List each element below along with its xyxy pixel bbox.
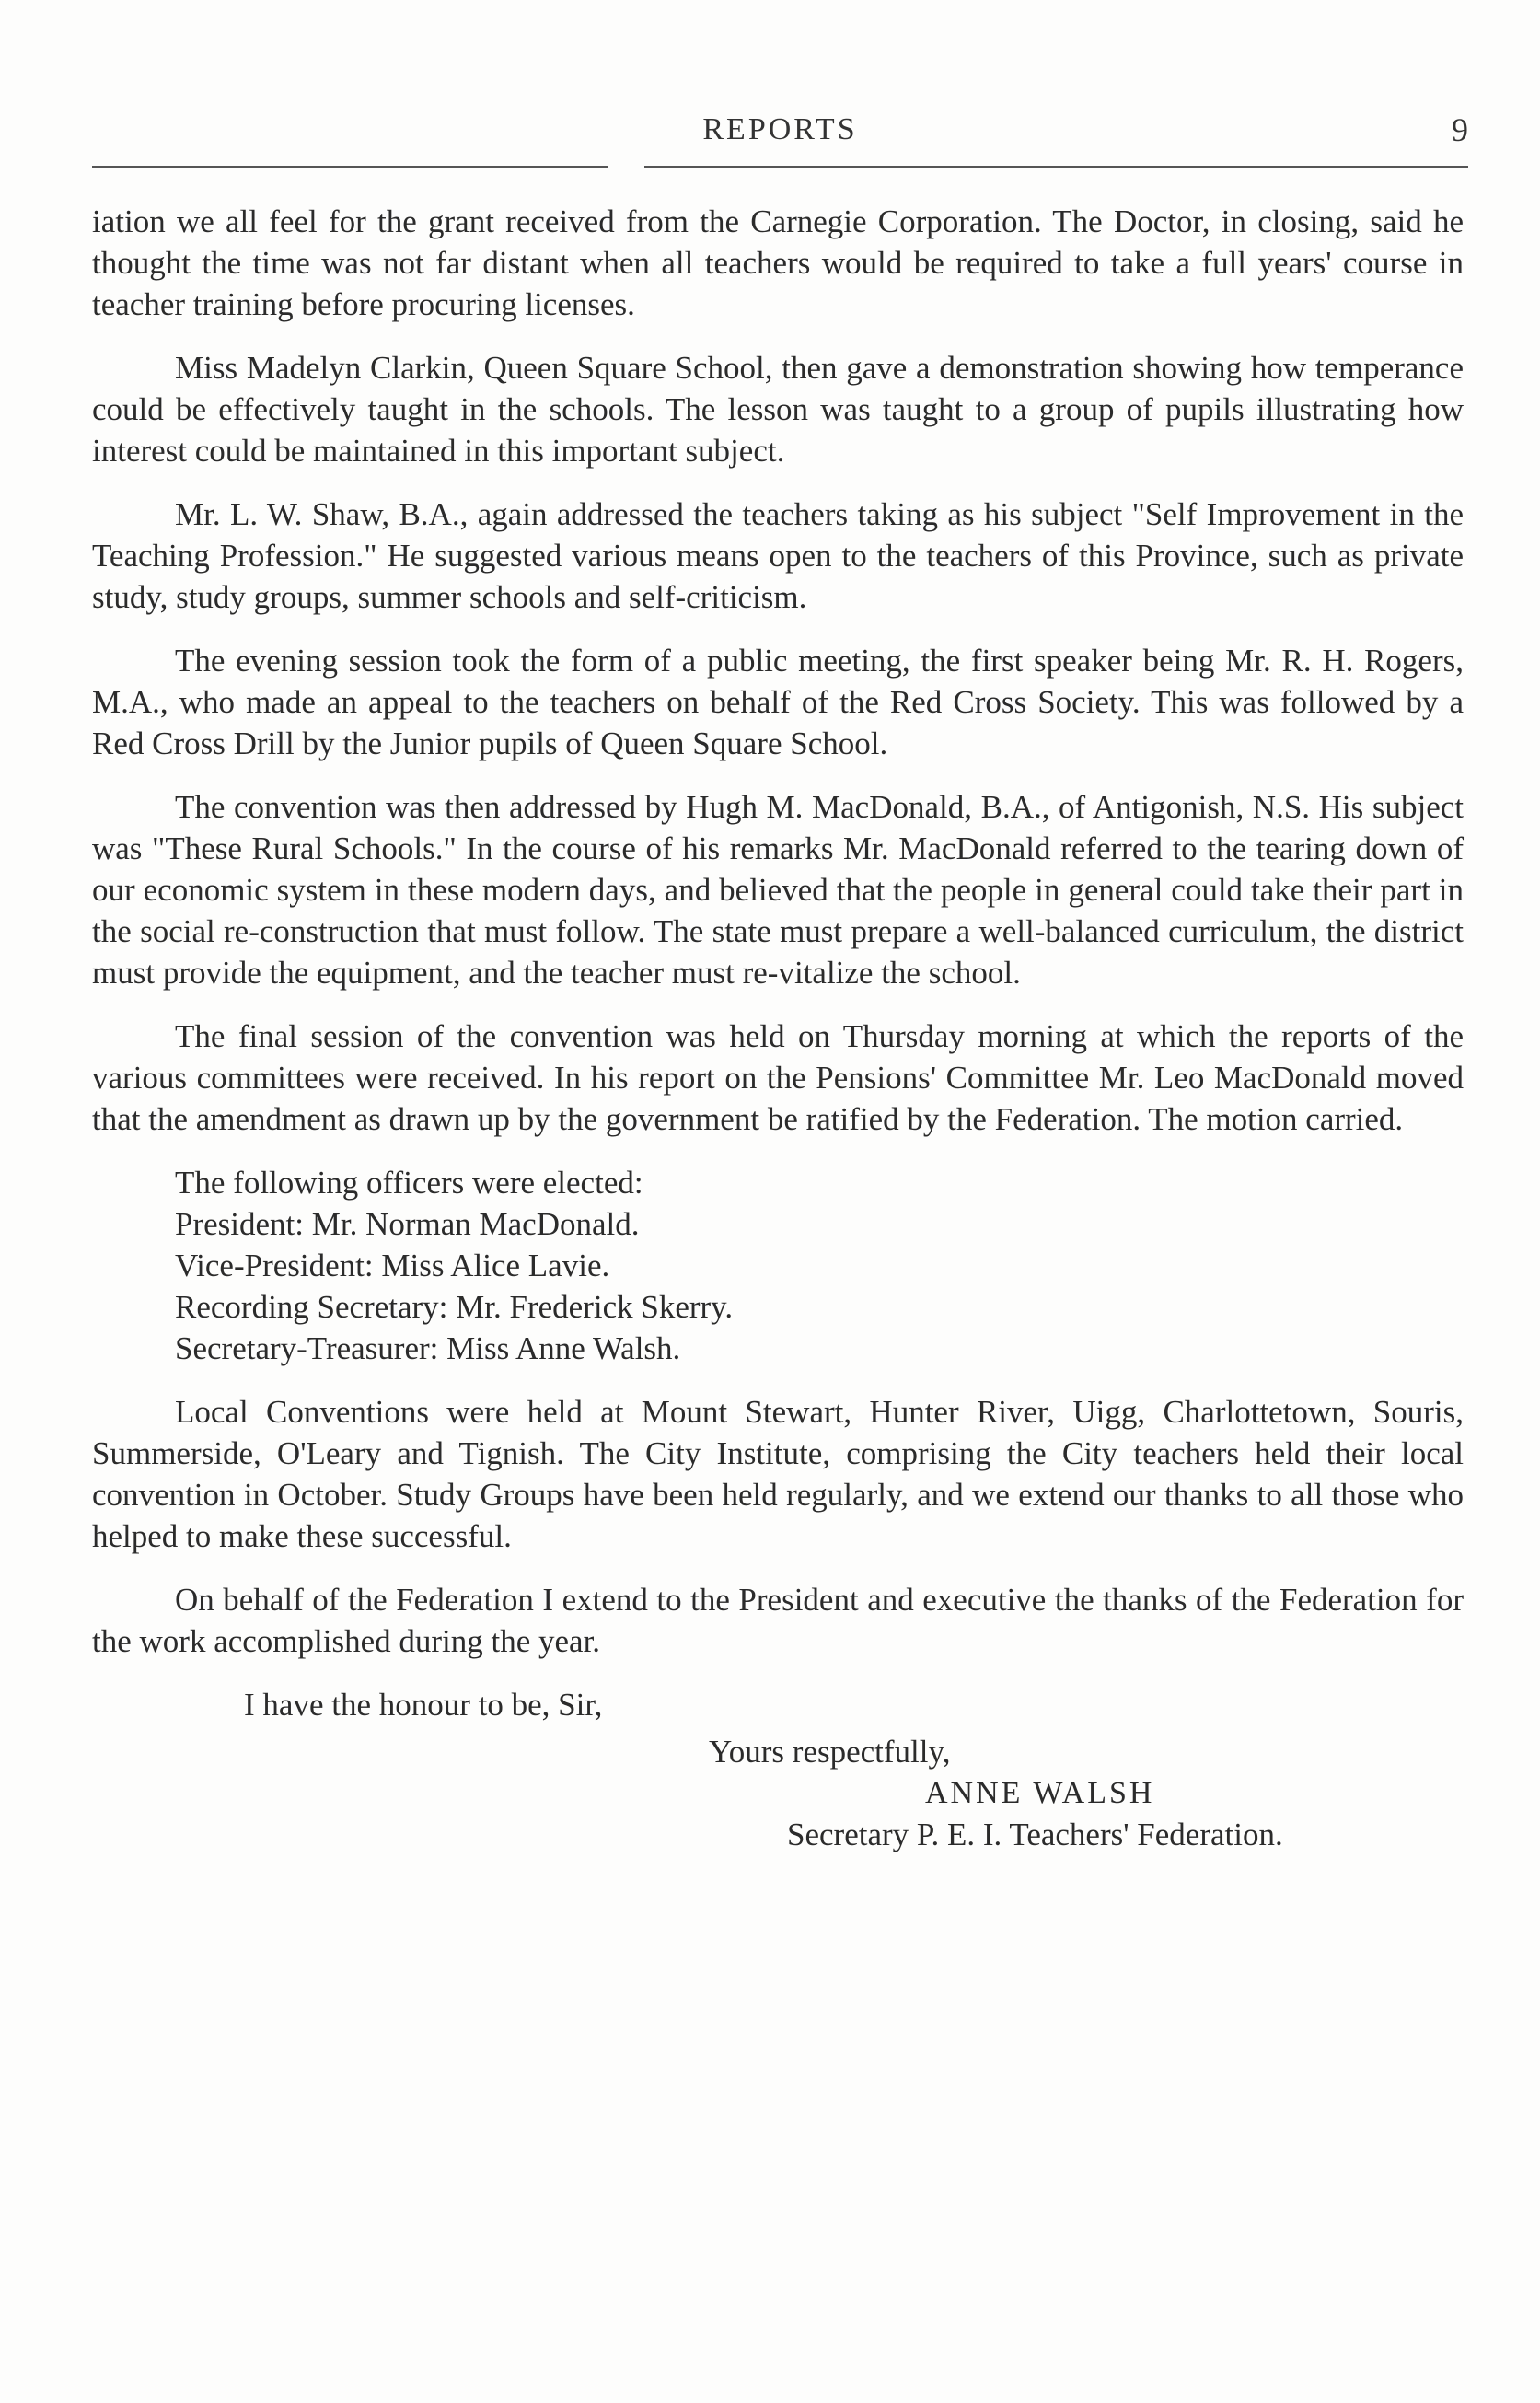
paragraph-shaw: Mr. L. W. Shaw, B.A., again addressed the teachers taking as his subject "Self Improvement in the Teaching Profession." He suggested various means open to the teachers of this Province, such as private study, study groups, summer schools and self-criticism. bbox=[92, 496, 1464, 615]
signer-title: Secretary P. E. I. Teachers' Federation. bbox=[787, 1817, 1283, 1852]
page-header bbox=[92, 110, 1468, 175]
closing-honour: I have the honour to be, Sir, bbox=[244, 1687, 603, 1723]
officers-intro: The following officers were elected: bbox=[175, 1165, 643, 1201]
officers-list bbox=[175, 1162, 1464, 1369]
paragraph-macdonald-address: The convention was then addressed by Hugh M. MacDonald, B.A., of Antigonish, N.S. His subject was "These Rural Schools." In the course of his remarks Mr. MacDonald referred to the tearing down of our economic system in these modern days, and believed that the people in general could take their part in the social re-construction that must follow. The state must prepare a well-balanced curriculum, the district must provide the equipment, and the teacher must re-vitalize the school. bbox=[92, 789, 1464, 991]
paragraph-local-conventions: Local Conventions were held at Mount Stewart, Hunter River, Uigg, Charlottetown, Souris, Summerside, O'Leary and Tignish. The City Institute, comprising the City teachers held their local convention in October. Study Groups have been held regularly, and we extend our thanks to all those who helped to make these successful. bbox=[92, 1394, 1464, 1554]
header-rule-right bbox=[644, 166, 1468, 168]
paragraph-thanks: On behalf of the Federation I extend to the President and executive the thanks of the Federation for the work accomplished during the year. bbox=[92, 1582, 1464, 1659]
paragraph-clarkin: Miss Madelyn Clarkin, Queen Square School, then gave a demonstration showing how temperance could be effectively taught in the schools. The lesson was taught to a group of pupils illustrating how interest could be maintained in this important subject. bbox=[92, 350, 1464, 469]
officer-recording-secretary: Recording Secretary: Mr. Frederick Skerry. bbox=[175, 1289, 734, 1325]
page-number: 9 bbox=[1452, 111, 1468, 148]
closing-yours: Yours respectfully, bbox=[709, 1734, 951, 1770]
officer-vice-president: Vice-President: Miss Alice Lavie. bbox=[175, 1248, 610, 1283]
paragraph-final-session: The final session of the convention was held on Thursday morning at which the reports of the various committees were received. In his report on the Pensions' Committee Mr. Leo MacDonald moved that the amendment as drawn up by the government be ratified by the Federation. The motion carried. bbox=[92, 1018, 1464, 1137]
body-text bbox=[92, 201, 1464, 1855]
officer-president: President: Mr. Norman MacDonald. bbox=[175, 1206, 640, 1242]
running-head: REPORTS bbox=[702, 112, 858, 146]
header-rule-left bbox=[92, 166, 608, 168]
signer-name: ANNE WALSH bbox=[925, 1776, 1155, 1810]
paragraph-carnegie: iation we all feel for the grant received from the Carnegie Corporation. The Doctor, in closing, said he thought the time was not far distant when all teachers would be required to take a full years' course in teacher training before procuring licenses. bbox=[92, 203, 1464, 322]
paragraph-evening-session: The evening session took the form of a public meeting, the first speaker being Mr. R. H. Rogers, M.A., who made an appeal to the teachers on behalf of the Red Cross Society. This was followed by a Red Cross Drill by the Junior pupils of Queen Square School. bbox=[92, 643, 1464, 761]
officer-secretary-treasurer: Secretary-Treasurer: Miss Anne Walsh. bbox=[175, 1330, 681, 1366]
